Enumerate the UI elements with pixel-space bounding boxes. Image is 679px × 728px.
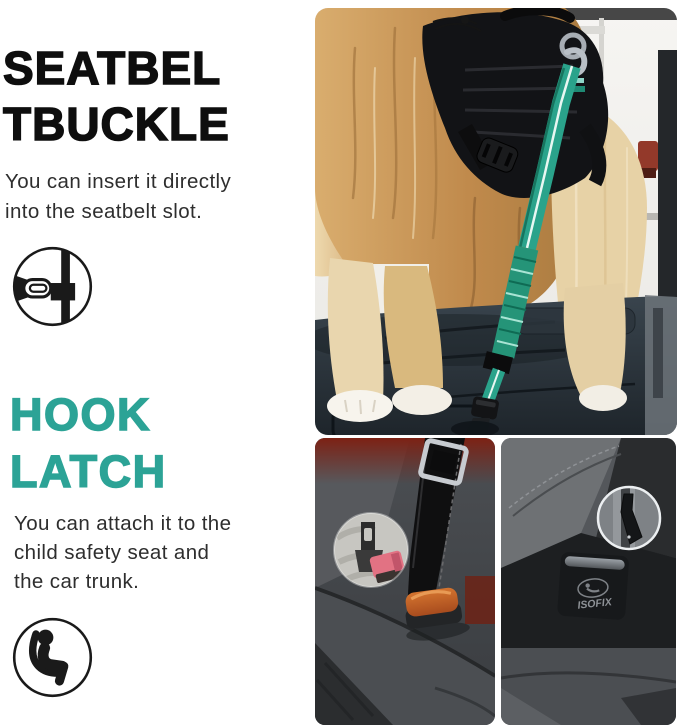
heading-line-1: SEATBEL: [3, 42, 222, 94]
icon-circle: [14, 619, 91, 696]
seatbelt-buckle-photo: [315, 438, 495, 725]
person-in-seat-icon: [9, 614, 96, 701]
isofix-latch-photo: [501, 438, 676, 725]
description-line: child safety seat and: [14, 541, 210, 564]
red-glow: [315, 438, 495, 484]
isofix-tag: [557, 552, 629, 621]
inset-circle-tongue-in-buckle: [334, 513, 408, 587]
inset-circle-latch-hook: [598, 487, 660, 549]
hook-latch-description: [14, 509, 231, 596]
description-line: You can attach it to the: [14, 512, 232, 535]
hook-latch-heading: [10, 386, 167, 500]
dog-tether-photo: [315, 8, 677, 435]
description-line: You can insert it directly: [5, 170, 232, 193]
heading-line-2: LATCH: [10, 446, 167, 497]
heading-line-1: HOOK: [10, 389, 151, 440]
seatbelt-buckle-description: [5, 167, 231, 227]
heading-line-2: TBUCKLE: [3, 98, 230, 150]
description-line: into the seatbelt slot.: [5, 200, 203, 223]
isofix-label: ISOFIX: [576, 596, 613, 612]
seatbelt-buckle-heading: [3, 40, 230, 152]
seatbelt-buckle-icon: [9, 243, 96, 330]
description-line: the car trunk.: [14, 570, 140, 593]
